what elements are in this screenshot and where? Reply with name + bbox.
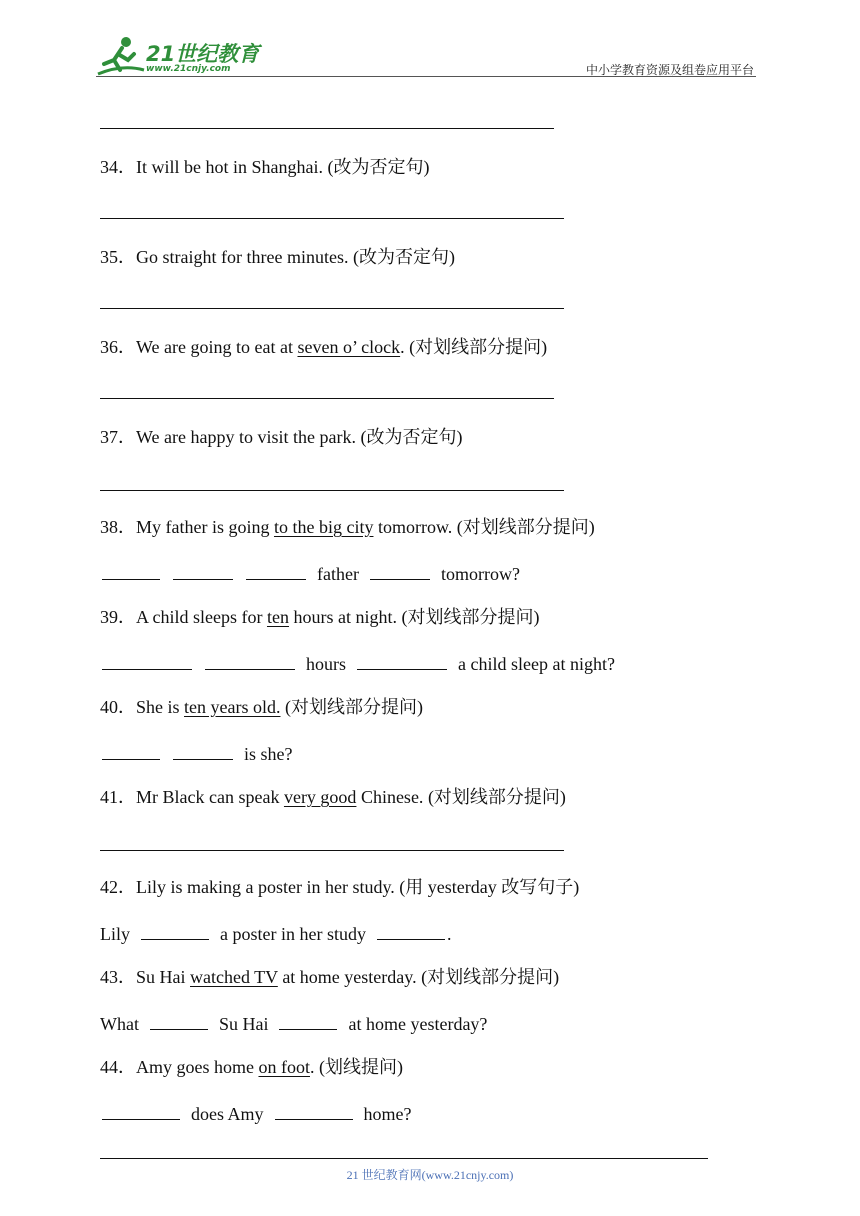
fill-line-40: is she? [100,741,293,765]
blank[interactable] [357,651,447,670]
footer-text[interactable]: 21 世纪教育网(www.21cnjy.com) [346,1168,514,1182]
blank[interactable] [173,561,233,580]
blank[interactable] [141,921,209,940]
answer-line [100,128,554,129]
blank[interactable] [102,1101,180,1120]
blank[interactable] [102,651,192,670]
fill-line-42: Lily a poster in her study . [100,921,451,945]
header-divider [96,76,756,77]
answer-line[interactable] [100,218,564,219]
answer-line[interactable] [100,308,564,309]
question-37: 37．We are happy to visit the park. (改为否定句) [100,427,463,447]
question-44: 44．Amy goes home on foot. (划线提问) [100,1057,403,1077]
question-34: 34．It will be hot in Shanghai. (改为否定句) [100,157,430,177]
fill-line-44: does Amy home? [100,1101,412,1125]
fill-line-39: hours a child sleep at night? [100,651,615,675]
question-40: 40．She is ten years old. (对划线部分提问) [100,697,423,717]
answer-line[interactable] [100,490,564,491]
blank[interactable] [150,1011,208,1030]
blank[interactable] [279,1011,337,1030]
blank[interactable] [377,921,445,940]
blank[interactable] [102,741,160,760]
question-42: 42．Lily is making a poster in her study. (用 yesterday 改写句子) [100,877,580,897]
question-38: 38．My father is going to the big city tomorrow. (对划线部分提问) [100,517,595,537]
blank[interactable] [370,561,430,580]
footer-divider [100,1158,708,1159]
blank[interactable] [246,561,306,580]
fill-line-38: father tomorrow? [100,561,520,585]
logo-text: 21世纪教育 [146,42,260,66]
question-36: 36．We are going to eat at seven o’ clock. (对划线部分提问) [100,337,548,357]
question-43: 43．Su Hai watched TV at home yesterday. (对划线部分提问) [100,967,560,987]
logo-url: www.21cnjy.com [146,64,231,74]
fill-line-43: What Su Hai at home yesterday? [100,1011,487,1035]
answer-line[interactable] [100,850,564,851]
question-41: 41．Mr Black can speak very good Chinese. (对划线部分提问) [100,787,566,807]
blank[interactable] [205,651,295,670]
answer-line[interactable] [100,398,554,399]
blank[interactable] [173,741,233,760]
question-35: 35．Go straight for three minutes. (改为否定句) [100,247,455,267]
header-platform-text: 中小学教育资源及组卷应用平台 [585,63,754,77]
blank[interactable] [102,561,160,580]
question-39: 39．A child sleeps for ten hours at night. (对划线部分提问) [100,607,540,627]
blank[interactable] [275,1101,353,1120]
